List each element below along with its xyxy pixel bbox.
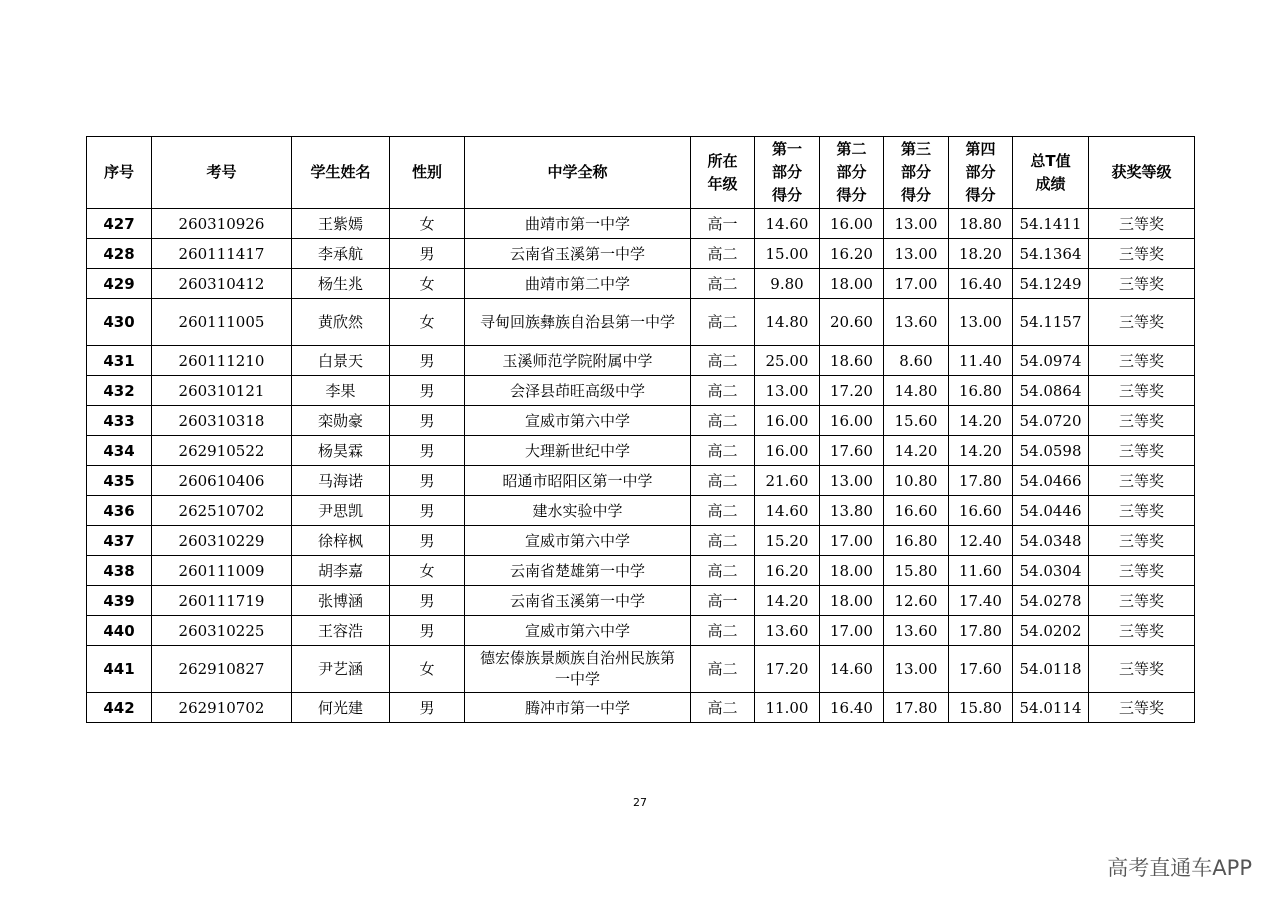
part3-score-cell: 8.60: [884, 346, 949, 376]
part2-score-cell: 16.40: [820, 693, 884, 723]
part3-score-cell: 12.60: [884, 586, 949, 616]
total-t-score-cell: 54.1411: [1013, 209, 1089, 239]
award-level-cell: 三等奖: [1089, 693, 1195, 723]
award-level-cell: 三等奖: [1089, 346, 1195, 376]
exam-number-cell: 260310121: [152, 376, 292, 406]
school-name-cell: 云南省玉溪第一中学: [465, 586, 691, 616]
part1-score-cell: 16.20: [755, 556, 820, 586]
grade-cell: 高二: [691, 646, 755, 693]
exam-number-cell: 262910522: [152, 436, 292, 466]
award-level-cell: 三等奖: [1089, 376, 1195, 406]
student-name-cell: 何光建: [292, 693, 390, 723]
total-t-score-cell: 54.0864: [1013, 376, 1089, 406]
part4-score-cell: 15.80: [949, 693, 1013, 723]
gender-cell: 男: [390, 376, 465, 406]
part4-score-cell: 17.40: [949, 586, 1013, 616]
table-row: [87, 436, 1195, 466]
award-level-cell: 三等奖: [1089, 406, 1195, 436]
student-name-cell: 李果: [292, 376, 390, 406]
table-row: [87, 346, 1195, 376]
seq-cell: 432: [87, 376, 152, 406]
school-name-cell: 宣威市第六中学: [465, 526, 691, 556]
header-row: [87, 137, 1195, 209]
part4-score-cell: 17.80: [949, 466, 1013, 496]
part2-score-cell: 17.00: [820, 526, 884, 556]
part1-score-cell: 16.00: [755, 436, 820, 466]
gender-cell: 男: [390, 346, 465, 376]
header-cell: 性别: [390, 137, 465, 209]
gender-cell: 男: [390, 496, 465, 526]
part3-score-cell: 14.80: [884, 376, 949, 406]
header-cell: 中学全称: [465, 137, 691, 209]
school-name-cell: 大理新世纪中学: [465, 436, 691, 466]
part4-score-cell: 12.40: [949, 526, 1013, 556]
header-cell: 所在年级: [691, 137, 755, 209]
grade-cell: 高二: [691, 269, 755, 299]
award-level-cell: 三等奖: [1089, 496, 1195, 526]
exam-number-cell: 262910827: [152, 646, 292, 693]
table-row: [87, 209, 1195, 239]
student-name-cell: 马海诺: [292, 466, 390, 496]
part1-score-cell: 13.00: [755, 376, 820, 406]
header-cell: 第四部分得分: [949, 137, 1013, 209]
part1-score-cell: 14.60: [755, 496, 820, 526]
student-name-cell: 杨昊霖: [292, 436, 390, 466]
seq-cell: 439: [87, 586, 152, 616]
total-t-score-cell: 54.1157: [1013, 299, 1089, 346]
part3-score-cell: 13.60: [884, 299, 949, 346]
part4-score-cell: 14.20: [949, 436, 1013, 466]
award-level-cell: 三等奖: [1089, 239, 1195, 269]
total-t-score-cell: 54.0720: [1013, 406, 1089, 436]
exam-number-cell: 260111009: [152, 556, 292, 586]
seq-cell: 431: [87, 346, 152, 376]
exam-number-cell: 260310412: [152, 269, 292, 299]
part4-score-cell: 18.20: [949, 239, 1013, 269]
grade-cell: 高二: [691, 526, 755, 556]
school-name-cell: 会泽县茚旺高级中学: [465, 376, 691, 406]
student-name-cell: 徐梓枫: [292, 526, 390, 556]
part1-score-cell: 14.80: [755, 299, 820, 346]
part2-score-cell: 17.20: [820, 376, 884, 406]
seq-cell: 437: [87, 526, 152, 556]
gender-cell: 男: [390, 239, 465, 269]
part4-score-cell: 17.60: [949, 646, 1013, 693]
total-t-score-cell: 54.0304: [1013, 556, 1089, 586]
seq-cell: 433: [87, 406, 152, 436]
part3-score-cell: 14.20: [884, 436, 949, 466]
award-level-cell: 三等奖: [1089, 646, 1195, 693]
seq-cell: 435: [87, 466, 152, 496]
student-name-cell: 栾勋豪: [292, 406, 390, 436]
student-name-cell: 白景天: [292, 346, 390, 376]
watermark: 高考直通车APP: [1107, 856, 1252, 880]
award-level-cell: 三等奖: [1089, 299, 1195, 346]
grade-cell: 高二: [691, 239, 755, 269]
exam-number-cell: 260310318: [152, 406, 292, 436]
results-table: [86, 136, 1195, 723]
gender-cell: 男: [390, 466, 465, 496]
student-name-cell: 黄欣然: [292, 299, 390, 346]
part1-score-cell: 14.20: [755, 586, 820, 616]
total-t-score-cell: 54.0348: [1013, 526, 1089, 556]
student-name-cell: 张博涵: [292, 586, 390, 616]
total-t-score-cell: 54.0114: [1013, 693, 1089, 723]
exam-number-cell: 260111719: [152, 586, 292, 616]
part3-score-cell: 15.60: [884, 406, 949, 436]
gender-cell: 男: [390, 406, 465, 436]
award-level-cell: 三等奖: [1089, 586, 1195, 616]
part4-score-cell: 16.40: [949, 269, 1013, 299]
school-name-cell: 昭通市昭阳区第一中学: [465, 466, 691, 496]
table-row: [87, 586, 1195, 616]
part1-score-cell: 14.60: [755, 209, 820, 239]
grade-cell: 高一: [691, 209, 755, 239]
student-name-cell: 李承航: [292, 239, 390, 269]
school-name-cell: 德宏傣族景颇族自治州民族第一中学: [465, 646, 691, 693]
award-level-cell: 三等奖: [1089, 616, 1195, 646]
school-name-cell: 宣威市第六中学: [465, 406, 691, 436]
header-cell: 第三部分得分: [884, 137, 949, 209]
total-t-score-cell: 54.0466: [1013, 466, 1089, 496]
table-row: [87, 646, 1195, 693]
part3-score-cell: 15.80: [884, 556, 949, 586]
school-name-cell: 寻甸回族彝族自治县第一中学: [465, 299, 691, 346]
school-name-cell: 宣威市第六中学: [465, 616, 691, 646]
part2-score-cell: 18.60: [820, 346, 884, 376]
exam-number-cell: 260111210: [152, 346, 292, 376]
school-name-cell: 云南省玉溪第一中学: [465, 239, 691, 269]
part3-score-cell: 16.60: [884, 496, 949, 526]
part1-score-cell: 17.20: [755, 646, 820, 693]
part1-score-cell: 15.20: [755, 526, 820, 556]
table-row: [87, 616, 1195, 646]
part2-score-cell: 17.60: [820, 436, 884, 466]
part2-score-cell: 18.00: [820, 269, 884, 299]
award-level-cell: 三等奖: [1089, 209, 1195, 239]
exam-number-cell: 260310225: [152, 616, 292, 646]
seq-cell: 427: [87, 209, 152, 239]
gender-cell: 男: [390, 436, 465, 466]
part3-score-cell: 13.00: [884, 646, 949, 693]
exam-number-cell: 260610406: [152, 466, 292, 496]
table-row: [87, 556, 1195, 586]
student-name-cell: 王紫嫣: [292, 209, 390, 239]
part4-score-cell: 16.60: [949, 496, 1013, 526]
grade-cell: 高二: [691, 496, 755, 526]
table-row: [87, 526, 1195, 556]
part4-score-cell: 18.80: [949, 209, 1013, 239]
part2-score-cell: 14.60: [820, 646, 884, 693]
total-t-score-cell: 54.0446: [1013, 496, 1089, 526]
seq-cell: 428: [87, 239, 152, 269]
part3-score-cell: 17.00: [884, 269, 949, 299]
school-name-cell: 云南省楚雄第一中学: [465, 556, 691, 586]
student-name-cell: 王容浩: [292, 616, 390, 646]
part2-score-cell: 13.00: [820, 466, 884, 496]
part2-score-cell: 13.80: [820, 496, 884, 526]
grade-cell: 高二: [691, 556, 755, 586]
seq-cell: 441: [87, 646, 152, 693]
student-name-cell: 尹思凯: [292, 496, 390, 526]
part3-score-cell: 16.80: [884, 526, 949, 556]
part2-score-cell: 20.60: [820, 299, 884, 346]
part2-score-cell: 16.00: [820, 209, 884, 239]
part1-score-cell: 16.00: [755, 406, 820, 436]
part4-score-cell: 14.20: [949, 406, 1013, 436]
header-cell: 学生姓名: [292, 137, 390, 209]
seq-cell: 434: [87, 436, 152, 466]
part2-score-cell: 18.00: [820, 586, 884, 616]
total-t-score-cell: 54.0974: [1013, 346, 1089, 376]
table-row: [87, 299, 1195, 346]
school-name-cell: 曲靖市第二中学: [465, 269, 691, 299]
part1-score-cell: 15.00: [755, 239, 820, 269]
award-level-cell: 三等奖: [1089, 269, 1195, 299]
grade-cell: 高二: [691, 693, 755, 723]
grade-cell: 高二: [691, 299, 755, 346]
part3-score-cell: 10.80: [884, 466, 949, 496]
gender-cell: 男: [390, 526, 465, 556]
seq-cell: 442: [87, 693, 152, 723]
total-t-score-cell: 54.0118: [1013, 646, 1089, 693]
part2-score-cell: 18.00: [820, 556, 884, 586]
grade-cell: 高二: [691, 436, 755, 466]
page-number: 27: [633, 796, 647, 809]
grade-cell: 高一: [691, 586, 755, 616]
award-level-cell: 三等奖: [1089, 556, 1195, 586]
part2-score-cell: 17.00: [820, 616, 884, 646]
part4-score-cell: 17.80: [949, 616, 1013, 646]
seq-cell: 436: [87, 496, 152, 526]
grade-cell: 高二: [691, 466, 755, 496]
part4-score-cell: 11.60: [949, 556, 1013, 586]
gender-cell: 女: [390, 299, 465, 346]
gender-cell: 女: [390, 556, 465, 586]
grade-cell: 高二: [691, 616, 755, 646]
gender-cell: 男: [390, 616, 465, 646]
student-name-cell: 尹艺涵: [292, 646, 390, 693]
part2-score-cell: 16.20: [820, 239, 884, 269]
exam-number-cell: 260111417: [152, 239, 292, 269]
part4-score-cell: 16.80: [949, 376, 1013, 406]
part1-score-cell: 9.80: [755, 269, 820, 299]
table-body: [87, 209, 1195, 723]
table-row: [87, 239, 1195, 269]
exam-number-cell: 262510702: [152, 496, 292, 526]
total-t-score-cell: 54.1364: [1013, 239, 1089, 269]
table-row: [87, 693, 1195, 723]
student-name-cell: 杨生兆: [292, 269, 390, 299]
part1-score-cell: 21.60: [755, 466, 820, 496]
header-cell: 考号: [152, 137, 292, 209]
header-cell: 第一部分得分: [755, 137, 820, 209]
part4-score-cell: 13.00: [949, 299, 1013, 346]
exam-number-cell: 260111005: [152, 299, 292, 346]
exam-number-cell: 262910702: [152, 693, 292, 723]
part3-score-cell: 17.80: [884, 693, 949, 723]
table-row: [87, 496, 1195, 526]
grade-cell: 高二: [691, 346, 755, 376]
header-cell: 总T值成绩: [1013, 137, 1089, 209]
part1-score-cell: 13.60: [755, 616, 820, 646]
award-level-cell: 三等奖: [1089, 526, 1195, 556]
seq-cell: 430: [87, 299, 152, 346]
student-name-cell: 胡李嘉: [292, 556, 390, 586]
table-row: [87, 376, 1195, 406]
award-level-cell: 三等奖: [1089, 466, 1195, 496]
grade-cell: 高二: [691, 406, 755, 436]
total-t-score-cell: 54.0202: [1013, 616, 1089, 646]
total-t-score-cell: 54.0278: [1013, 586, 1089, 616]
table-row: [87, 269, 1195, 299]
part1-score-cell: 11.00: [755, 693, 820, 723]
gender-cell: 女: [390, 209, 465, 239]
table-row: [87, 406, 1195, 436]
school-name-cell: 玉溪师范学院附属中学: [465, 346, 691, 376]
exam-number-cell: 260310229: [152, 526, 292, 556]
part3-score-cell: 13.00: [884, 209, 949, 239]
part3-score-cell: 13.00: [884, 239, 949, 269]
part1-score-cell: 25.00: [755, 346, 820, 376]
seq-cell: 438: [87, 556, 152, 586]
seq-cell: 440: [87, 616, 152, 646]
gender-cell: 女: [390, 646, 465, 693]
part4-score-cell: 11.40: [949, 346, 1013, 376]
header-cell: 获奖等级: [1089, 137, 1195, 209]
part2-score-cell: 16.00: [820, 406, 884, 436]
header-cell: 第二部分得分: [820, 137, 884, 209]
gender-cell: 男: [390, 586, 465, 616]
gender-cell: 男: [390, 693, 465, 723]
gender-cell: 女: [390, 269, 465, 299]
table-row: [87, 466, 1195, 496]
school-name-cell: 曲靖市第一中学: [465, 209, 691, 239]
total-t-score-cell: 54.1249: [1013, 269, 1089, 299]
part3-score-cell: 13.60: [884, 616, 949, 646]
exam-number-cell: 260310926: [152, 209, 292, 239]
total-t-score-cell: 54.0598: [1013, 436, 1089, 466]
seq-cell: 429: [87, 269, 152, 299]
grade-cell: 高二: [691, 376, 755, 406]
award-level-cell: 三等奖: [1089, 436, 1195, 466]
school-name-cell: 腾冲市第一中学: [465, 693, 691, 723]
header-cell: 序号: [87, 137, 152, 209]
school-name-cell: 建水实验中学: [465, 496, 691, 526]
